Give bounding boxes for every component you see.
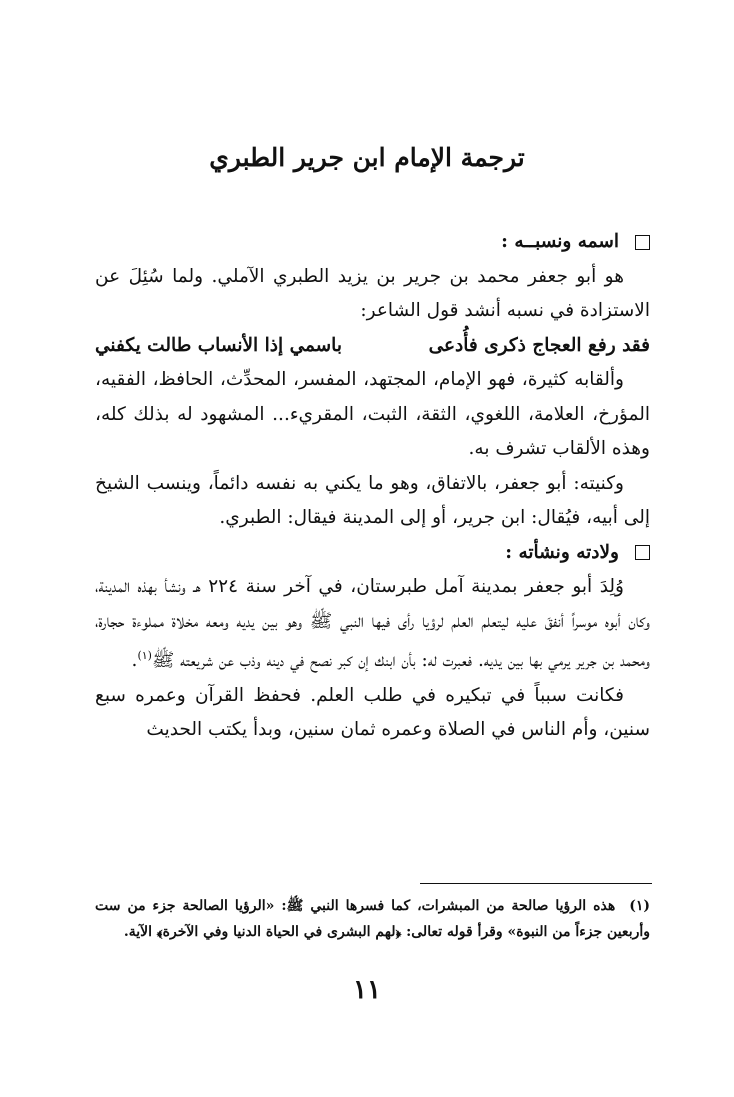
paragraph: فكانت سبباً في تبكيره في طلب العلم. فحفظ القرآن وعمره سبع سنين، وأم الناس في الصلاة وعمره ثمان سنين، وبدأ يكتب الحديث	[95, 684, 650, 741]
square-bullet-icon	[635, 235, 650, 250]
section-heading-name-lineage	[95, 225, 650, 260]
paragraph-end: .	[131, 650, 138, 672]
footnote-entry	[95, 893, 650, 945]
footnote-text: هذه الرؤيا صالحة من المبشرات، كما فسرها النبي ﷺ: «الرؤيا الصالحة جزء من ست وأربعين جزءاً من النبوة» وقرأ قوله تعالى: ﴿لهم البشرى في الحياة الدنيا وفي الآخرة﴾ الآية.	[95, 898, 650, 940]
footnote-number: (١)	[629, 898, 650, 914]
page-number: ١١	[353, 975, 381, 1005]
section-heading-birth-upbringing	[95, 536, 650, 571]
paragraph: وألقابه كثيرة، فهو الإمام، المجتهد، المفسر، المحدِّث، الحافظ، الفقيه، المؤرخ، العلامة، اللغوي، الثقة، الثبت، المقريء... المشهود له بذلك كله، وهذه الألقاب تشرف به.	[95, 369, 650, 459]
page-title: ترجمة الإمام ابن جرير الطبري	[209, 143, 525, 172]
main-text	[95, 225, 650, 748]
square-bullet-icon	[635, 545, 650, 560]
section-heading-label: ولادته ونشأته :	[505, 541, 619, 563]
section-heading-label: اسمه ونسبــه :	[501, 231, 619, 252]
footnote-separator	[420, 883, 652, 884]
paragraph: هو أبو جعفر محمد بن جرير بن يزيد الطبري الآملي. ولما سُئِلَ عن الاستزادة في نسبه أنشد قول الشاعر:	[95, 265, 650, 321]
verse-first-hemistich: فقد رفع العجاج ذكرى فأُدعى	[428, 334, 650, 356]
paragraph: وكنيته: أبو جعفر، بالاتفاق، وهو ما يكني به نفسه دائماً، وينسب الشيخ إلى أبيه، فيُقال: ابن جرير، أو إلى المدينة فيقال: الطبري.	[95, 472, 650, 528]
poetry-verse	[95, 329, 650, 364]
footnote	[95, 893, 650, 945]
paragraph-text: وُلِدَ أبو جعفر بمدينة آمل طبرستان، في آخر سنة ٢٢٤ هـ ونشأ بهذه المدينة، وكان أبوه موسراً أنفقَ عليه ليتعلم العلم لرؤيا رأى فيها النبي ﷺ وهو بين يديه ومعه مخلاة مملوءة حجارة، ومحمد بن جرير يرمي بها بين يديه. فعبرت له: بأن ابنك إن كبر نصح في دينه وذب عن شريعته ﷺ	[95, 576, 650, 672]
paragraph	[95, 570, 650, 679]
verse-second-hemistich: باسمي إذا الأنساب طالت يكفني	[95, 334, 342, 356]
footnote-reference: (١)	[137, 649, 152, 662]
